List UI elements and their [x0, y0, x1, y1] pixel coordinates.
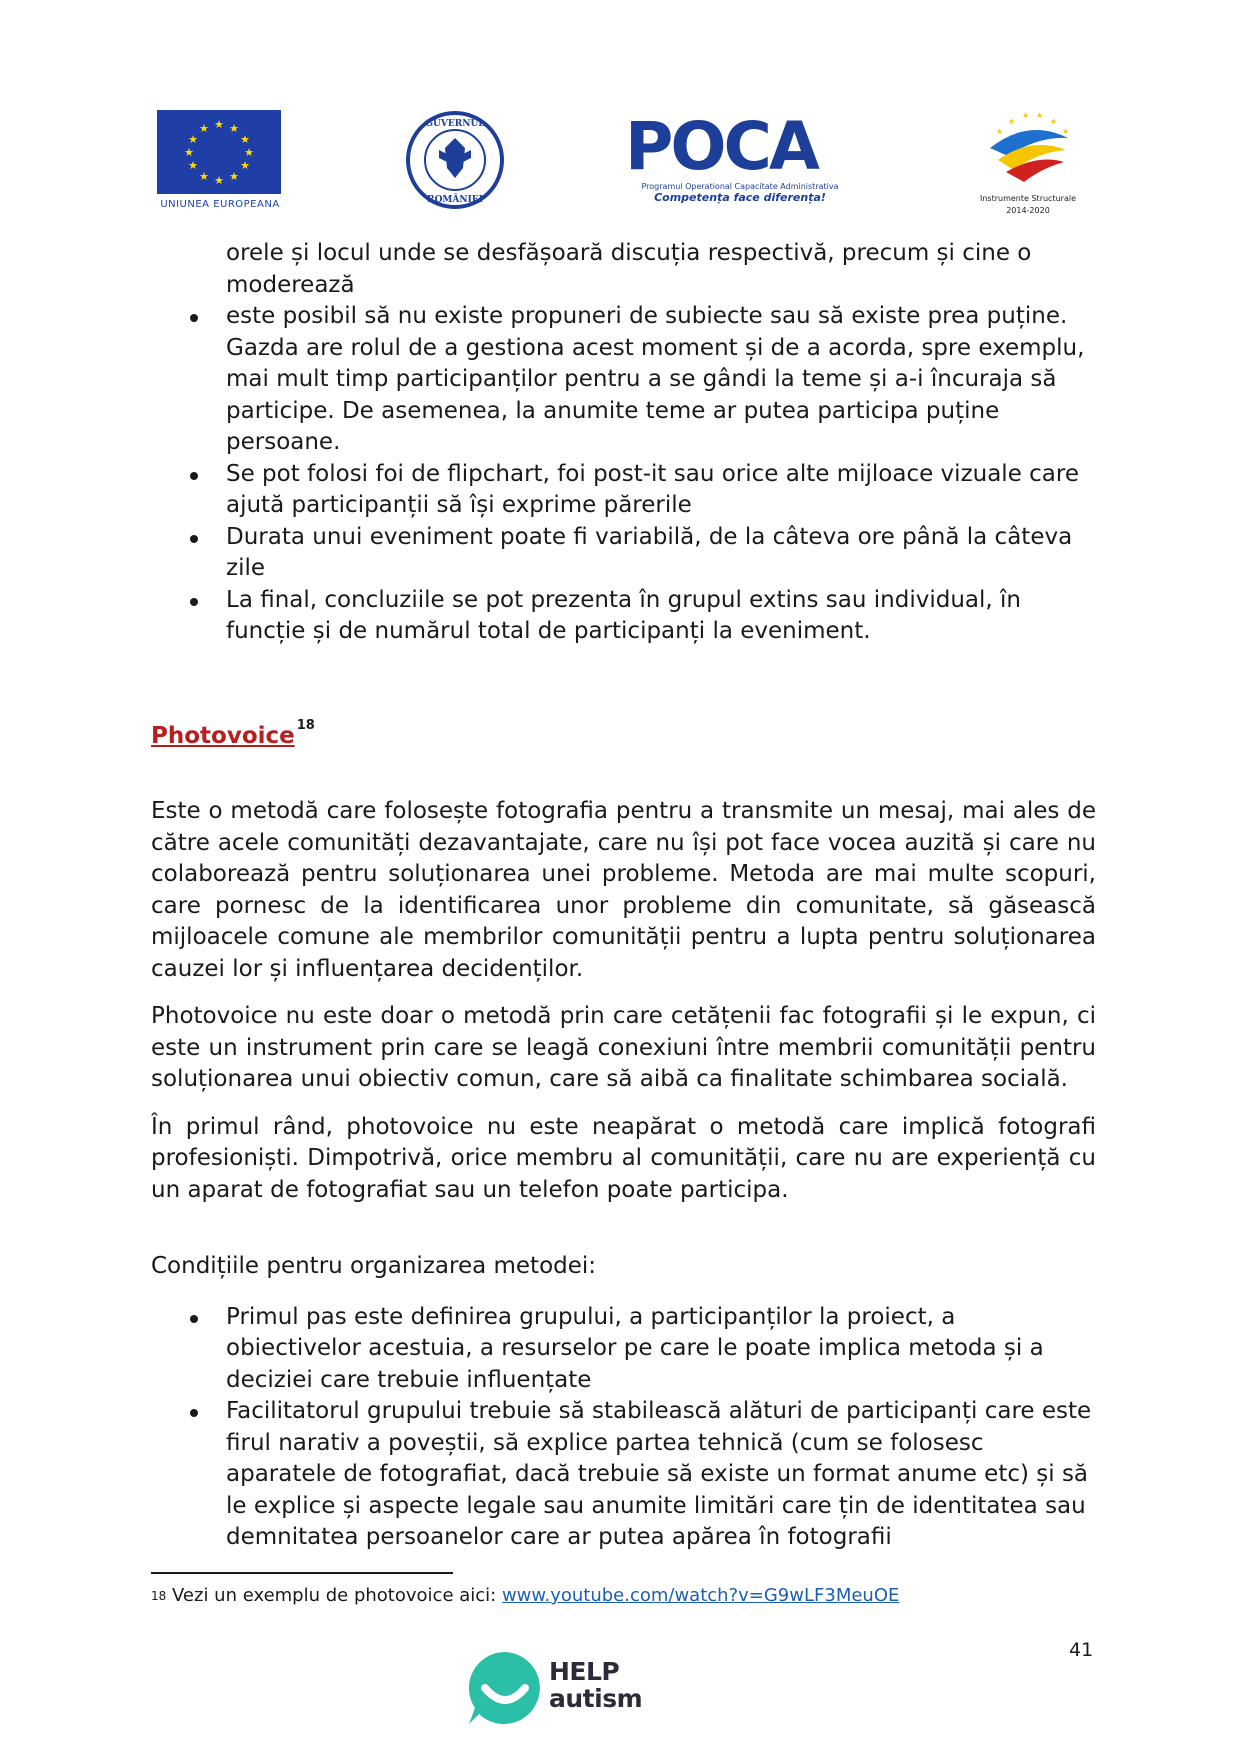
svg-text:★: ★ — [240, 133, 250, 146]
svg-text:★: ★ — [1022, 111, 1030, 120]
paragraph: În primul rând, photovoice nu este neapărat o metodă care implică fotografi profesioniști. Dimpotrivă, orice membru al comunității, care nu are experiență cu un aparat de fotografiat sau un telefon poate participa. — [151, 1113, 1096, 1203]
conditions-label: Condițiile pentru organizarea metodei: — [151, 1253, 597, 1279]
bullet-icon — [190, 598, 198, 606]
footnote-divider — [151, 1572, 453, 1574]
conditions-block — [151, 1251, 1096, 1554]
header-logos — [0, 104, 1240, 216]
bullet-icon — [190, 1409, 198, 1417]
top-list-block — [151, 238, 1096, 648]
bullet-list-bottom — [151, 1302, 1096, 1554]
bullet-icon — [190, 535, 198, 543]
svg-text:★: ★ — [214, 174, 224, 187]
eu-caption: UNIUNEA EUROPEANA — [160, 199, 280, 210]
svg-text:★: ★ — [1062, 127, 1070, 136]
list-item: La final, concluziile se pot prezenta în grupul extins sau individual, în funcție și de numărul total de participanți la eveniment. — [151, 585, 1096, 648]
help-autism-logo — [465, 1648, 643, 1728]
eu-flag-icon — [157, 110, 281, 194]
list-item: Facilitatorul grupului trebuie să stabilească alături de participanți care este firul narativ a poveștii, să explice partea tehnică (cum se folosesc aparatele de fotografiat, dacă trebuie să existe un format anume etc) și să le explice și aspecte legale sau anumite limitări care țin de identitatea sau demnitatea persoanelor care ar putea apărea în fotografii — [151, 1396, 1096, 1554]
svg-text:★: ★ — [244, 146, 254, 159]
svg-text:★: ★ — [199, 122, 209, 135]
bullet-icon — [190, 1315, 198, 1323]
list-item: Primul pas este definirea grupului, a participanților la proiect, a obiectivelor acestuia, a resurselor pe care le poate implica metoda și a deciziei care trebuie influențate — [151, 1302, 1096, 1397]
paragraph: Photovoice nu este doar o metodă prin care cetățenii fac fotografii și le expun, ci este un instrument prin care se leagă conexiuni între membrii comunității pentru soluționarea unui obiectiv comun, care să aibă ca finalitate schimbarea socială. — [151, 1003, 1096, 1092]
eu-logo — [157, 110, 283, 210]
list-item-continuation: orele și locul unde se desfășoară discuția respectivă, precum și cine o moderează — [226, 240, 1032, 298]
svg-text:★: ★ — [1036, 111, 1044, 120]
footnote-ref[interactable]: 18 — [296, 718, 315, 733]
svg-text:★: ★ — [240, 159, 250, 172]
footnote-link[interactable]: www.youtube.com/watch?v=G9wLF3MeuOE — [501, 1585, 900, 1606]
footnote-text: Vezi un exemplu de photovoice aici: — [172, 1585, 502, 1606]
instrumente-structurale-logo — [968, 110, 1088, 216]
section-heading — [151, 718, 315, 749]
svg-text:★: ★ — [1008, 117, 1016, 126]
bullet-icon — [190, 314, 198, 322]
romanian-government-seal — [405, 110, 505, 210]
svg-text:★: ★ — [188, 133, 198, 146]
list-item: Durata unui eveniment poate fi variabilă, de la câteva ore până la câteva zile — [151, 522, 1096, 585]
is-caption-line2: 2014-2020 — [1006, 206, 1050, 215]
instrumente-structurale-icon — [968, 110, 1088, 188]
page-number: 41 — [1069, 1639, 1094, 1661]
svg-text:★: ★ — [188, 159, 198, 172]
poca-subtitle: Programul Operational Capacitate Administrativa — [641, 182, 839, 191]
help-autism-text: HELP autism — [549, 1657, 643, 1713]
footnote — [151, 1584, 899, 1608]
bullet-list-top — [151, 301, 1096, 648]
section-title: Photovoice — [151, 723, 295, 749]
svg-text:★: ★ — [214, 118, 224, 131]
list-item: este posibil să nu existe propuneri de subiecte sau să existe prea puține. Gazda are rolul de a gestiona acest moment și de a acorda, spre exemplu, mai mult timp participanților pentru a se gândi la teme și a-i încuraja să participe. De asemenea, la anumite teme ar putea participa puține persoane. — [151, 301, 1096, 459]
svg-text:★: ★ — [184, 146, 194, 159]
footnote-number: 18 — [151, 1589, 167, 1603]
svg-text:★: ★ — [996, 127, 1004, 136]
poca-logo — [625, 108, 855, 209]
speech-bubble-icon — [465, 1648, 545, 1728]
bullet-icon — [190, 472, 198, 480]
is-caption-line1: Instrumente Structurale — [980, 194, 1076, 203]
list-item: Se pot folosi foi de flipchart, foi post-it sau orice alte mijloace vizuale care ajută participanții să își exprime părerile — [151, 459, 1096, 522]
svg-text:ROMÂNIEI: ROMÂNIEI — [427, 195, 483, 205]
svg-text:★: ★ — [229, 122, 239, 135]
svg-text:★: ★ — [199, 170, 209, 183]
body-paragraphs — [151, 796, 1096, 1206]
paragraph: Este o metodă care folosește fotografia pentru a transmite un mesaj, mai ales de către acele comunități dezavantajate, care nu își pot face vocea auzită și care nu colaborează pentru soluționarea unei probleme. Metoda are mai multe scopuri, care pornesc de la identificarea unor probleme din comunitate, să găsească mijloacele comune ale membrilor comunității pentru a lupta pentru soluționarea cauzei lor și influențarea decidenților. — [151, 798, 1096, 982]
svg-text:★: ★ — [229, 170, 239, 183]
poca-tagline: Competența face diferența! — [654, 191, 826, 204]
svg-text:GUVERNUL: GUVERNUL — [425, 119, 485, 129]
svg-text:★: ★ — [1050, 117, 1058, 126]
poca-title: POCA — [625, 108, 817, 185]
